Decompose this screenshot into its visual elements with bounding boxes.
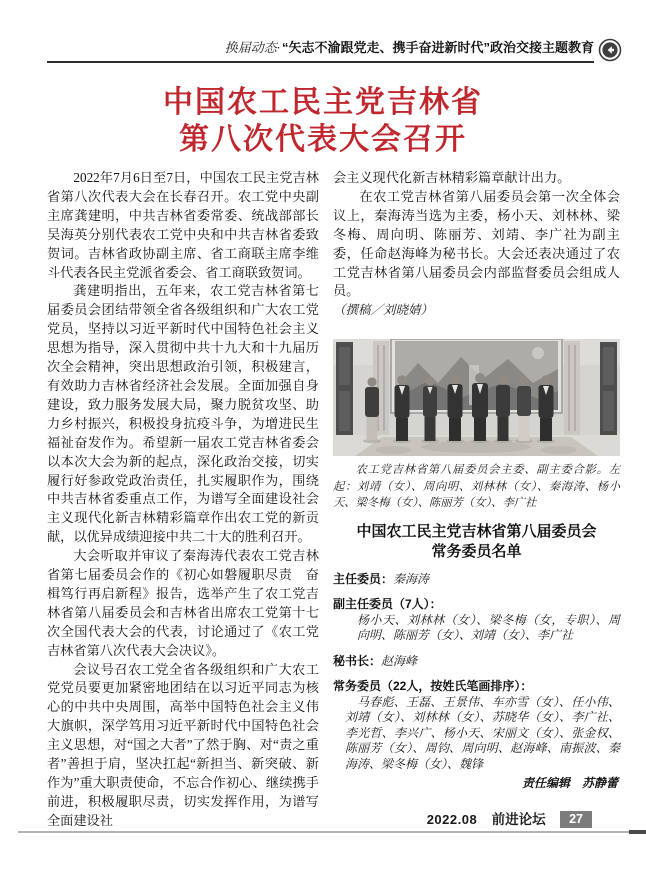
header-topic-prefix: 换届动态· xyxy=(224,40,280,55)
footer-issue: 2022.08 xyxy=(426,812,478,827)
byline: （撰稿／刘晓婧） xyxy=(333,303,434,318)
journal-logo-icon xyxy=(598,38,622,62)
paragraph-1: 2022年7月6日至7日，中国农工民主党吉林省第八次代表大会在长春召开。农工党中央副主席龚建明，中共吉林省委常委、统战部部长吴海英分别代表农工党中央和中共吉林省委致贺词。吉林省政协副主席、省工商联主席李维斗代表各民主党派省委会、省工商联致贺词。 xyxy=(47,170,319,280)
paragraph-5: 在农工党吉林省第八届委员会第一次全体会议上，秦海涛当选为主委，杨小天、刘林林、梁冬梅、周向明、陈丽芳、刘靖、李广社为副主委，任命赵海峰为秘书长。大会还表决通过了农工党吉林省第八届委员会内部监督委员会组成人员。 xyxy=(333,188,620,299)
standing-names: 马春彪、王磊、王景伟、车亦雪（女）、任小伟、刘靖（女）、刘林林（女）、苏晓华（女）、李广社、李光哲、李兴广、杨小天、宋丽文（女）、张金权、陈丽芳（女）、周钧、周向明、赵海峰、南振波、秦海涛、梁冬梅（女）、魏锋 xyxy=(345,694,620,771)
header-topic xyxy=(47,39,594,57)
footer xyxy=(333,808,592,829)
photo-caption: 农工党吉林省第八届委员会主委、副主委合影。左起：刘靖（女）、周向明、刘林林（女）、秦海涛、杨小天、梁冬梅（女）、陈丽芳（女）、李广社 xyxy=(333,464,620,510)
roster-vice-row xyxy=(333,597,620,644)
paragraph-2: 龚建明指出，五年来，农工党吉林省第七届委员会团结带领全省各级组织和广大农工党党员，坚持以习近平新时代中国特色社会主义思想为指导，深入贯彻中共十九大和十九届历次全会精神，突出思想政治引领，积极建言，有效助力吉林省经济社会发展。全面加强自身建设，致力服务发展大局，聚力脱贫攻坚、助力乡村振兴，积极投身抗疫斗争，为增进民生福祉奋发作为。希望新一届农工党吉林省委会以本次大会为新的起点，深化政治交接，切实履行好参政党政治责任，扎实履职作为，围绕中共吉林省委重点工作，为谱写全面建设社会主义现代化新吉林精彩篇章作出农工党的新贡献，以优异成绩迎接中共二十大的胜利召开。 xyxy=(47,283,319,545)
roster-chairman-row xyxy=(333,572,620,588)
roster-standing-row xyxy=(333,679,620,772)
secretary-name: 赵海峰 xyxy=(381,653,418,668)
header-topic-title: “矢志不渝跟党走、携手奋进新时代”政治交接主题教育 xyxy=(281,40,594,55)
group-photo xyxy=(333,339,620,456)
article-title-line2: 第八次代表大会召开 xyxy=(179,123,467,156)
chairman-label: 主任委员： xyxy=(333,571,394,586)
chairman-name: 秦海涛 xyxy=(393,571,430,586)
paragraph-3: 大会听取并审议了秦海涛代表农工党吉林省第七届委员会作的《初心如磐履职尽责 奋楫笃行再启新程》报告，选举产生了农工党吉林省第八届委员会和吉林省出席农工党第十七次全国代表大会的代表，讨论通过了《农工党吉林省第八次代表大会决议》。 xyxy=(47,548,319,658)
header-rule xyxy=(47,61,594,63)
standing-label: 常务委员（22人，按姓氏笔画排序）： xyxy=(333,679,533,694)
paragraph-4: 会议号召农工党全省各级组织和广大农工党党员要更加紧密地团结在以习近平同志为核心的中共中央周围，高举中国特色社会主义伟大旗帜，深学笃用习近平新时代中国特色社会主义思想，对“国之大者”了然于胸、对“责之重者”善担于肩，坚决扛起“新担当、新突破、新作为”重大职责使命，不忘合作初心、继续携手前进，积极履职尽责，切实发挥作用，为谱写全面建设社 xyxy=(47,661,319,828)
roster-list xyxy=(333,572,620,792)
roster-secretary-row xyxy=(333,654,620,670)
roster-heading-line2: 常务委员名单 xyxy=(431,542,522,560)
footer-rule-end xyxy=(629,830,646,834)
footer-rule xyxy=(18,831,629,833)
article-title-line1: 中国农工民主党吉林省 xyxy=(163,86,483,119)
secretary-label: 秘书长： xyxy=(333,653,382,668)
paragraph-4-continued: 会主义现代化新吉林精彩篇章献计出力。 xyxy=(333,170,571,185)
article-title xyxy=(0,84,646,158)
vice-label: 副主任委员（7人）： xyxy=(333,597,442,612)
roster-heading xyxy=(333,522,620,562)
responsible-editor: 责任编辑 苏静蕾 xyxy=(521,776,618,791)
page-number-badge: 27 xyxy=(560,811,592,828)
left-column xyxy=(47,169,319,831)
right-column xyxy=(333,169,620,792)
roster-heading-line1: 中国农工民主党吉林省第八届委员会 xyxy=(356,522,597,540)
vice-names: 杨小天、刘林林（女）、梁冬梅（女，专职）、周向明、陈丽芳（女）、刘靖（女）、李广社 xyxy=(357,612,620,643)
footer-journal-name: 前进论坛 xyxy=(491,812,546,827)
